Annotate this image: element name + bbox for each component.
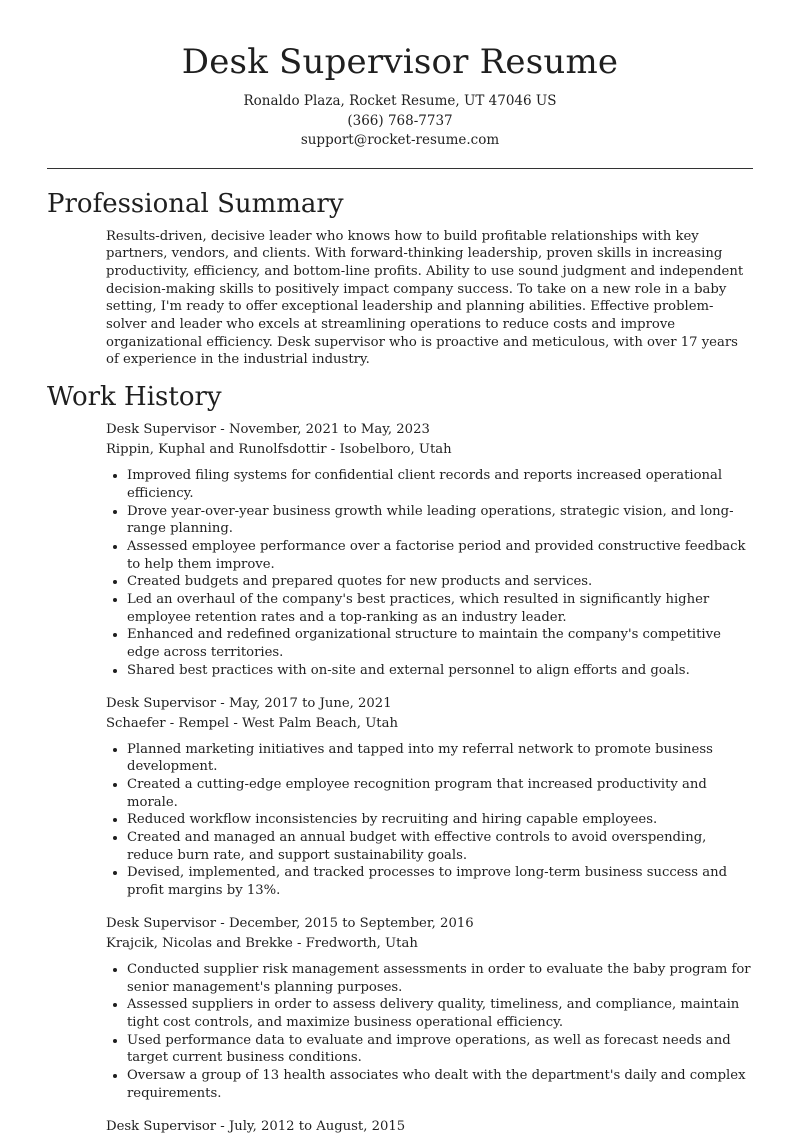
job-dates: May, 2017 to June, 2021 [228, 695, 392, 711]
job-entry [106, 694, 753, 900]
job-title: Desk Supervisor [106, 695, 217, 711]
job-dates: July, 2012 to August, 2015 [228, 1118, 406, 1134]
summary-heading: Professional Summary [47, 188, 344, 219]
job-bullet: • Devised, implemented, and tracked processes to improve long-term business success and profit margins by 13%. [127, 864, 753, 899]
job-title-line: Desk Supervisor - November, 2021 to May, 2023 [106, 422, 430, 438]
contact-email: support@rocket-resume.com [300, 132, 500, 148]
job-dates: November, 2021 to May, 2023 [228, 422, 430, 438]
job-location: Fredworth, Utah [305, 935, 418, 951]
job-entry [106, 1117, 753, 1137]
job-entry [106, 914, 753, 1103]
job-title: Desk Supervisor [106, 915, 217, 931]
job-company: Schaefer - Rempel [106, 715, 230, 731]
job-bullet: • Improved filing systems for confidential client records and reports increased operational efficiency. [127, 467, 753, 502]
header-divider [47, 168, 753, 169]
job-bullet: • Conducted supplier risk management assessments in order to evaluate the baby program for senior management's planning purposes. [127, 961, 753, 996]
job-location: West Palm Beach, Utah [241, 715, 398, 731]
contact-block [0, 92, 800, 151]
job-bullet: • Assessed suppliers in order to assess delivery quality, timeliness, and compliance, maintain tight cost controls, and maximize business operational efficiency. [127, 996, 753, 1031]
job-company-line: Rippin, Kuphal and Runolfsdottir - Isobelboro, Utah [106, 442, 452, 458]
job-bullet: • Enhanced and redefined organizational structure to maintain the company's competitive edge across territories. [127, 626, 753, 661]
job-bullet: • Planned marketing initiatives and tapped into my referral network to promote business development. [127, 741, 753, 776]
job-title: Desk Supervisor [106, 1118, 217, 1134]
job-bullet: • Created a cutting-edge employee recognition program that increased productivity and morale. [127, 776, 753, 811]
contact-phone: (366) 768-7737 [347, 112, 453, 129]
job-bullet: • Created budgets and prepared quotes for new products and services. [127, 573, 753, 591]
job-bullet: • Shared best practices with on-site and external personnel to align efforts and goals. [127, 662, 753, 680]
job-bullet: • Created and managed an annual budget with effective controls to avoid overspending, reduce burn rate, and support sustainability goals. [127, 829, 753, 864]
work-history-heading: Work History [47, 382, 222, 413]
job-company-line: Schaefer - Rempel - West Palm Beach, Utah [106, 715, 398, 731]
job-title-line: Desk Supervisor - July, 2012 to August, 2015 [106, 1118, 406, 1134]
job-bullets [106, 741, 753, 900]
job-bullets [106, 961, 753, 1103]
job-company: Krajcik, Nicolas and Brekke [106, 935, 293, 951]
job-bullet: • Led an overhaul of the company's best practices, which resulted in significantly higher employee retention rates and a top-ranking as an industry leader. [127, 591, 753, 626]
job-title-line: Desk Supervisor - December, 2015 to September, 2016 [106, 915, 474, 931]
contact-address: Ronaldo Plaza, Rocket Resume, UT 47046 US [243, 93, 557, 109]
job-location: Isobelboro, Utah [339, 442, 452, 458]
job-bullet: • Reduced workflow inconsistencies by recruiting and hiring capable employees. [127, 811, 753, 829]
summary-text: Results-driven, decisive leader who knows how to build profitable relationships with key partners, vendors, and clients. With forward-thinking leadership, proven skills in increasing productivity, efficiency, and bottom-line profits. Ability to use sound judgment and independent decision-making skills to positively impact company success. To take on a new role in a baby setting, I'm ready to offer exceptional leadership and planning abilities. Effective problem-solver and leader who excels at streamlining operations to reduce costs and improve organizational efficiency. Desk supervisor who is proactive and meticulous, with over 17 years of experience in the industrial industry. [106, 228, 744, 368]
job-bullet: • Drove year-over-year business growth while leading operations, strategic vision, and long-range planning. [127, 503, 753, 538]
job-company: Rippin, Kuphal and Runolfsdottir [106, 442, 327, 458]
job-entry [106, 420, 753, 679]
job-bullet: • Oversaw a group of 13 health associates who dealt with the department's daily and complex requirements. [127, 1067, 753, 1102]
job-company-line: Krajcik, Nicolas and Brekke - Fredworth, Utah [106, 935, 418, 951]
job-dates: December, 2015 to September, 2016 [228, 915, 474, 931]
resume-title: Desk Supervisor Resume [181, 42, 619, 82]
job-bullet: • Assessed employee performance over a factorise period and provided constructive feedback to help them improve. [127, 538, 753, 573]
job-title: Desk Supervisor [106, 422, 217, 438]
job-title-line: Desk Supervisor - May, 2017 to June, 2021 [106, 695, 392, 711]
job-bullet: • Used performance data to evaluate and improve operations, as well as forecast needs and target current business conditions. [127, 1032, 753, 1067]
job-bullets [106, 467, 753, 679]
